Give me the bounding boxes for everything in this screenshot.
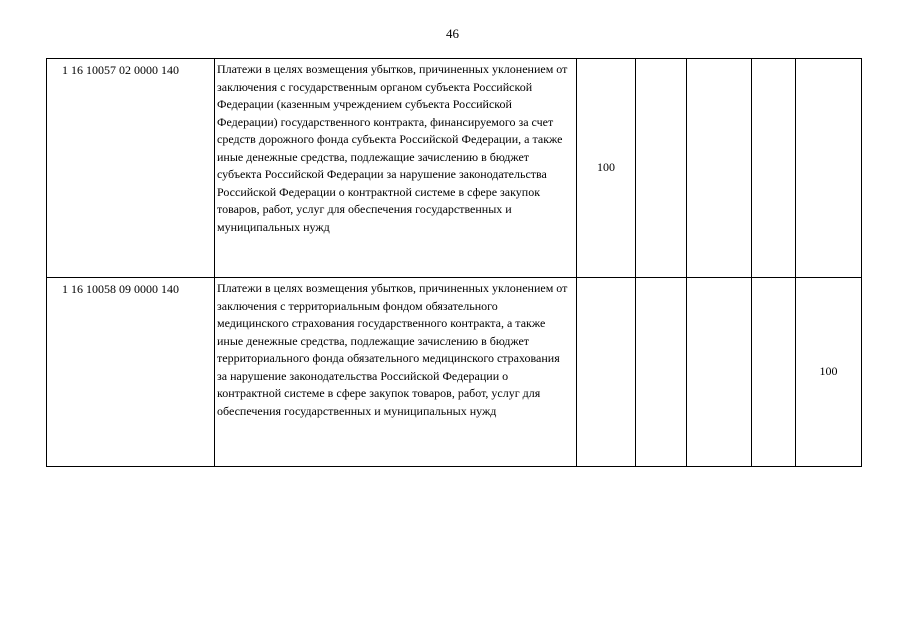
value-cell [687, 59, 752, 278]
value-cell [636, 278, 687, 467]
value-cell [796, 59, 862, 278]
table-row [47, 59, 862, 278]
value-cell [752, 59, 796, 278]
description-cell [215, 278, 577, 467]
description-text: Платежи в целях возмещения убытков, причиненных уклонением от заключения с государственным органом субъекта Российской Федерации (казенным учреждением субъекта Российской Федерации) государственного контракта, финансируемого за счет средств дорожного фонда субъекта Российской Федерации, а также иные денежные средства, подлежащие зачислению в бюджет субъекта Российской Федерации за нарушение законодательства Российской Федерации о контрактной системе в сфере закупок товаров, работ, услуг для обеспечения государственных и муниципальных нужд [217, 62, 568, 234]
value-cell: 100 [796, 278, 862, 467]
budget-code-cell: 1 16 10058 09 0000 140 [47, 278, 215, 467]
description-cell [215, 59, 577, 278]
value-cell [577, 278, 636, 467]
budget-classification-table [46, 58, 862, 467]
page-number: 46 [446, 26, 459, 41]
budget-code-cell: 1 16 10057 02 0000 140 [47, 59, 215, 278]
value-cell [636, 59, 687, 278]
description-text: Платежи в целях возмещения убытков, причиненных уклонением от заключения с территориальным фондом обязательного медицинского страхования государственного контракта, а также иные денежные средства, подлежащие зачислению в бюджет территориального фонда обязательного медицинского страхования за нарушение законодательства Российской Федерации о контрактной системе в сфере закупок товаров, работ, услуг для обеспечения государственных и муниципальных нужд [217, 281, 568, 418]
value-cell [687, 278, 752, 467]
value-cell: 100 [577, 59, 636, 278]
value-cell [752, 278, 796, 467]
table-row [47, 278, 862, 467]
